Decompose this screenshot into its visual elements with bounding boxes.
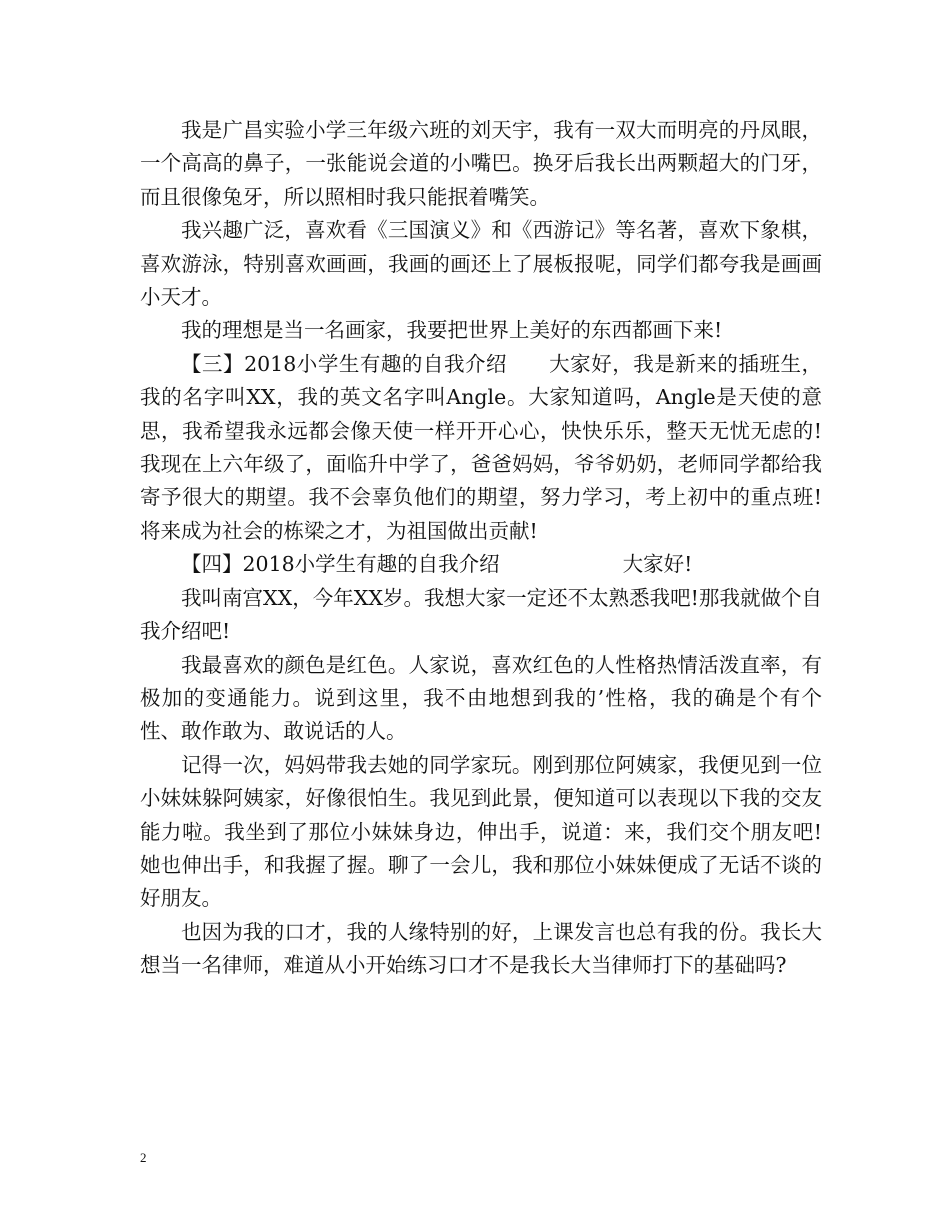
page-number: 2: [140, 1150, 147, 1165]
paragraph-section-four-heading: 【四】2018小学生有趣的自我介绍 大家好!: [181, 552, 693, 577]
paragraph: 我最喜欢的颜色是红色。人家说，喜欢红色的人性格热情活泼直率，有极加的变通能力。说到这里，我不由地想到我的’性格，我的确是个有个性、敢作敢为、敢说话的人。: [140, 652, 822, 744]
paragraph: 记得一次，妈妈带我去她的同学家玩。刚到那位阿姨家，我便见到一位小妹妹躲阿姨家，好像很怕生。我见到此景，便知道可以表现以下我的交友能力啦。我坐到了那位小妹妹身边，伸出手，说道：来，我们交个朋友吧!她也伸出手，和我握了握。聊了一会儿，我和那位小妹妹便成了无话不谈的好朋友。: [140, 752, 822, 911]
paragraph: 也因为我的口才，我的人缘特别的好，上课发言也总有我的份。我长大想当一名律师，难道从小开始练习口才不是我长大当律师打下的基础吗?: [140, 919, 822, 978]
paragraph: 我的理想是当一名画家，我要把世界上美好的东西都画下来!: [181, 318, 723, 343]
paragraph-section-three: 【三】2018小学生有趣的自我介绍 大家好，我是新来的插班生，我的名字叫XX，我的英文名字叫Angle。大家知道吗，Angle是天使的意思，我希望我永远都会像天使一样开开心心，快快乐乐，整天无忧无虑的!我现在上六年级了，面临升中学了，爸爸妈妈，爷爷奶奶，老师同学都给我寄予很大的期望。我不会辜负他们的期望，努力学习，考上初中的重点班!将来成为社会的栋梁之才，为祖国做出贡献!: [140, 351, 822, 543]
paragraph: 我叫南宫XX，今年XX岁。我想大家一定还不太熟悉我吧!那我就做个自我介绍吧!: [140, 585, 822, 644]
paragraph: 我兴趣广泛，喜欢看《三国演义》和《西游记》等名著，喜欢下象棋，喜欢游泳，特别喜欢画画，我画的画还上了展板报呢，同学们都夸我是画画小天才。: [140, 218, 822, 310]
document-body: [140, 114, 822, 983]
paragraph: 我是广昌实验小学三年级六班的刘天宇，我有一双大而明亮的丹凤眼，一个高高的鼻子，一张能说会道的小嘴巴。换牙后我长出两颗超大的门牙，而且很像兔牙，所以照相时我只能抿着嘴笑。: [140, 118, 822, 209]
